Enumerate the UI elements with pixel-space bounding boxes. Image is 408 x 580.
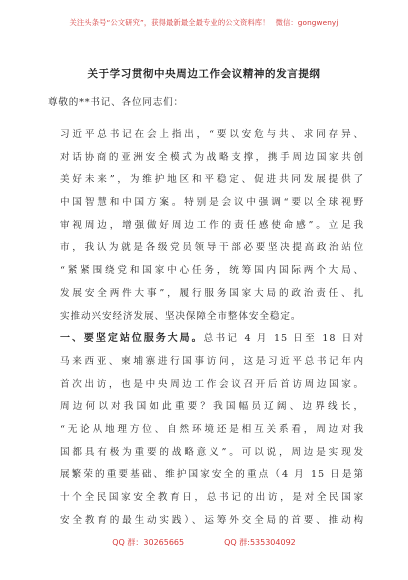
body-line: 市，我认为就是各级党员领导干部必要坚决提高政治站位 [60, 242, 364, 254]
section-heading-rest: 总书记 4 月 15 日至 18 日对 [203, 333, 364, 345]
body-line: 周边何以对我国如此重要？我国幅员辽阔、边界线长， [60, 401, 364, 413]
body-line: 马来西亚、柬埔寨进行国事访问，这是习近平总书记年内 [60, 355, 364, 367]
document-title: 关于学习贯彻中央周边工作会议精神的发言提纲 [87, 68, 321, 80]
page-header [0, 18, 408, 28]
body-line: 审视周边，增强做好周边工作的责任感使命感”。立足我 [60, 219, 364, 231]
body-line: 习近平总书记在会上指出，“要以安危与共、求同存异、 [60, 129, 364, 140]
section-heading-line [60, 328, 364, 351]
body-line: “无论从地理方位、自然环境还是相互关系看，周边对我 [60, 423, 364, 435]
salutation: 尊敬的**书记、各位同志们： [48, 97, 184, 108]
footer-qq-group-2: QQ 群:535304092 [224, 538, 296, 547]
body-line: 美好未来”，为维护地区和平稳定、促进共同发展提供了 [60, 174, 364, 186]
document-body [60, 124, 364, 532]
body-line: 首次出访，也是中央周边工作会议召开后首访周边国家。 [60, 378, 364, 390]
header-wechat-text: 微信：gongwenyj [275, 18, 339, 27]
body-line: 安全教育的最生动实践）、运筹外交全局的首要、推动构 [60, 514, 364, 526]
footer-qq-group-1: QQ 群：30265665 [112, 538, 185, 547]
body-line: 中国智慧和中国方案。特别是会议中强调“要以全球视野 [60, 197, 364, 209]
header-promo-text: 关注头条号“公文研究”，获得最新最全最专业的公文资料库！ [69, 18, 270, 27]
body-line: 展繁荣的重要基础、维护国家安全的重点（4 月 15 日是第 [60, 469, 364, 481]
section-heading: 一、要坚定站位服务大局。 [60, 333, 204, 345]
body-line: “紧紧围绕党和国家中心任务，统筹国内国际两个大局、 [60, 265, 364, 277]
body-line: 十个全民国家安全教育日，总书记的出访，是对全民国家 [60, 492, 364, 503]
body-line: 实推动兴安经济发展、坚决保障全市整体安全稳定。 [60, 310, 302, 322]
body-line: 发展安全两件大事”，履行服务国家大局的政治责任、扎 [60, 287, 364, 299]
body-line: 对话协商的亚洲安全模式为战略支撑，携手周边国家共创 [60, 151, 364, 163]
body-line: 国都具有极为重要的战略意义”。可以说，周边是实现发 [60, 446, 364, 458]
page-footer [0, 537, 408, 548]
